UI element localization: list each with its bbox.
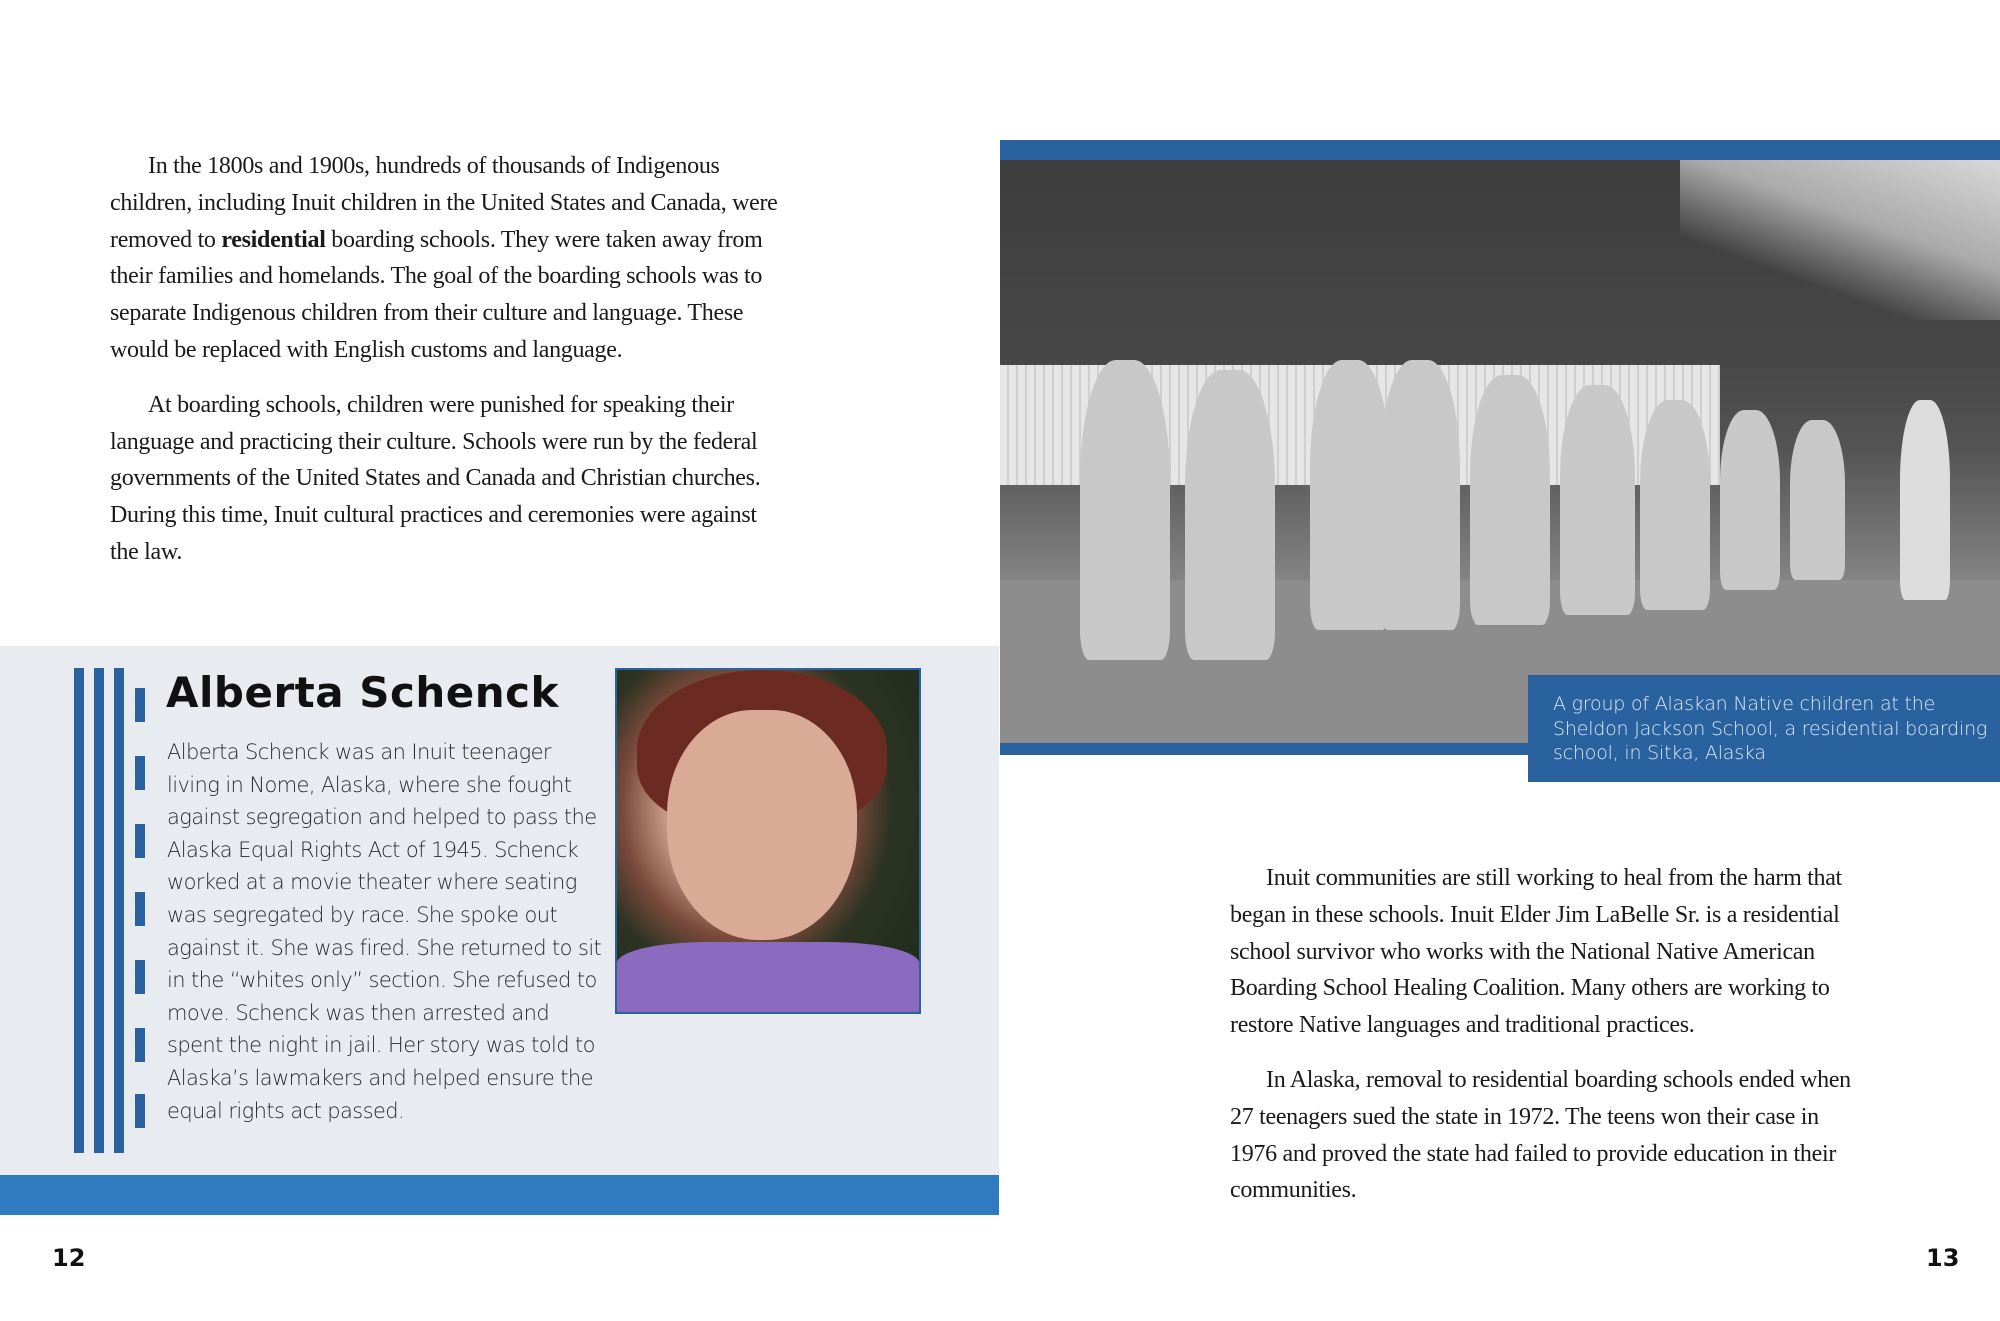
- historical-photo: [1000, 160, 2000, 743]
- page-number-right: 13: [1926, 1244, 1960, 1272]
- photo-figure: [1900, 400, 1950, 600]
- left-body-text: [110, 148, 790, 589]
- portrait-face: [667, 710, 857, 940]
- right-body-text: [1230, 860, 1870, 1227]
- photo-figure: [1720, 410, 1780, 590]
- paragraph-1: In the 1800s and 1900s, hundreds of thousands of Indigenous children, including Inuit children in the United States and Canada, were removed to residential boarding schools. They were taken away from their families and homelands. The goal of the boarding schools was to separate Indigenous children from their culture and language. These would be replaced with English customs and language.: [110, 153, 778, 363]
- photo-figure: [1080, 360, 1170, 660]
- decorative-dash: [135, 824, 145, 858]
- photo-figure: [1560, 385, 1635, 615]
- portrait-shirt: [617, 942, 919, 1012]
- photo-figure: [1640, 400, 1710, 610]
- decorative-bar: [74, 668, 84, 1153]
- photo-figure: [1185, 370, 1275, 660]
- decorative-bar: [94, 668, 104, 1153]
- decorative-dash: [135, 1028, 145, 1062]
- decorative-bar: [114, 668, 124, 1153]
- page-number-left: 12: [52, 1244, 86, 1272]
- bold-term-residential: residential: [221, 226, 326, 253]
- portrait-photo: [615, 668, 921, 1014]
- decorative-dash: [135, 892, 145, 926]
- photo-figure: [1790, 420, 1845, 580]
- decorative-dash: [135, 688, 145, 722]
- sidebar-heading: Alberta Schenck: [166, 668, 559, 717]
- photo-top-strip: [1000, 140, 2000, 160]
- decorative-dash: [135, 756, 145, 790]
- photo-caption: A group of Alaskan Native children at the Sheldon Jackson School, a residential boarding school, in Sitka, Alaska: [1553, 693, 1988, 764]
- photo-mountain: [1680, 160, 2000, 320]
- photo-figure: [1470, 375, 1550, 625]
- decorative-dash: [135, 1094, 145, 1128]
- sidebar-body: Alberta Schenck was an Inuit teenager living in Nome, Alaska, where she fought against segregation and helped to pass the Alaska Equal Rights Act of 1945. Schenck worked at a movie theater where seating was segregated by race. She spoke out against it. She was fired. She returned to sit in the “whites only” section. She refused to move. Schenck was then arrested and spent the night in jail. Her story was told to Alaska’s lawmakers and helped ensure the equal rights act passed.: [167, 740, 602, 1123]
- photo-figure: [1380, 360, 1460, 630]
- decorative-dash: [135, 960, 145, 994]
- paragraph-4: In Alaska, removal to residential boarding schools ended when 27 teenagers sued the state in 1972. The teens won their case in 1976 and proved the state had failed to provide education in their communities.: [1230, 1066, 1851, 1204]
- photo-figure: [1310, 360, 1390, 630]
- paragraph-2: At boarding schools, children were punished for speaking their language and practicing their culture. Schools were run by the federal governments of the United States and Canada and Christian churches. During this time, Inuit cultural practices and ceremonies were against the law.: [110, 391, 761, 565]
- sidebar-bottom-strip: [0, 1175, 999, 1215]
- paragraph-3: Inuit communities are still working to heal from the harm that began in these schools. Inuit Elder Jim LaBelle Sr. is a residential school survivor who works with the National Native American Boarding School Healing Coalition. Many others are working to restore Native languages and traditional practices.: [1230, 865, 1842, 1039]
